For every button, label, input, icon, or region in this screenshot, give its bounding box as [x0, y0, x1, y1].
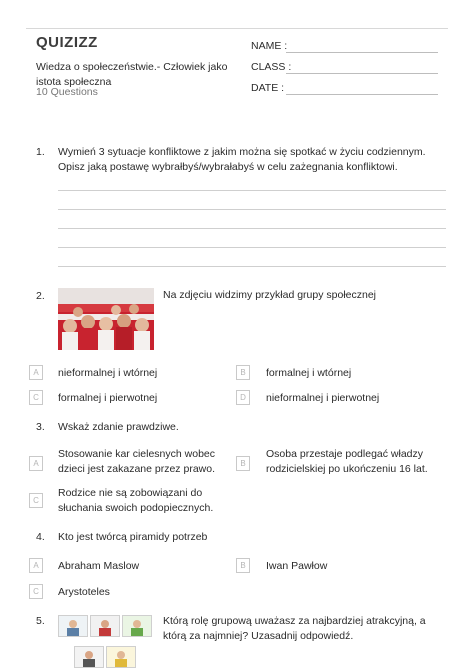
question-1-text: Wymień 3 sytuacje konfliktowe z jakim można się spotkać w życiu codziennym. Opisz jaką postawę wybrałbyś/wybrałabyś w celu zażegnania konfliktowi. [58, 146, 426, 173]
option-c-text[interactable]: Arystoteles [58, 586, 110, 598]
role-thumbnail [90, 615, 120, 637]
answer-line[interactable] [58, 247, 446, 248]
role-thumbnail [122, 615, 152, 637]
question-4-number: 4. [36, 531, 45, 543]
option-b-text[interactable]: Iwan Pawłow [266, 560, 328, 572]
option-b-text[interactable]: Osoba przestaje podlegać władzy rodzicielskiej po ukończeniu 16 lat. [266, 448, 428, 475]
option-a-text[interactable]: Stosowanie kar cielesnych wobec dzieci jest zakazane przez prawo. [58, 448, 215, 475]
option-b-box[interactable]: B [236, 365, 250, 380]
option-b-text[interactable]: formalnej i wtórnej [266, 367, 352, 379]
option-d-text[interactable]: nieformalnej i pierwotnej [266, 392, 380, 404]
option-b-box[interactable]: B [236, 456, 250, 471]
question-2-text: Na zdjęciu widzimy przykład grupy społecznej [163, 289, 377, 301]
role-thumbnail [58, 615, 88, 637]
name-field-line[interactable] [286, 52, 438, 53]
quizizz-logo: QUIZIZZ [36, 34, 98, 51]
question-5-text: Którą rolę grupową uważasz za najbardziej atrakcyjną, a którą za najmniej? Uzasadnij odpowiedź. [163, 615, 426, 642]
class-field-line[interactable] [286, 73, 438, 74]
question-3-number: 3. [36, 421, 45, 433]
date-label: DATE : [251, 82, 285, 94]
answer-line[interactable] [58, 228, 446, 229]
class-label: CLASS : [251, 61, 292, 73]
answer-line[interactable] [58, 209, 446, 210]
option-c-box[interactable]: C [29, 584, 43, 599]
name-label: NAME : [251, 40, 288, 52]
question-4-text: Kto jest twórcą piramidy potrzeb [58, 531, 208, 543]
option-c-text[interactable]: Rodzice nie są zobowiązani do słuchania swoich podopiecznych. [58, 487, 214, 514]
option-c-text[interactable]: formalnej i pierwotnej [58, 392, 158, 404]
question-1-number: 1. [36, 146, 45, 158]
option-a-box[interactable]: A [29, 456, 43, 471]
worksheet-title: Wiedza o społeczeństwie.- Człowiek jako istota społeczna [36, 61, 228, 88]
option-a-box[interactable]: A [29, 365, 43, 380]
option-b-box[interactable]: B [236, 558, 250, 573]
option-c-box[interactable]: C [29, 390, 43, 405]
date-field-line[interactable] [286, 94, 438, 95]
question-2-number: 2. [36, 290, 45, 302]
option-a-text[interactable]: nieformalnej i wtórnej [58, 367, 158, 379]
crowd-photo [58, 288, 154, 350]
option-d-box[interactable]: D [236, 390, 250, 405]
answer-line[interactable] [58, 266, 446, 267]
question-5-number: 5. [36, 615, 45, 627]
option-a-text[interactable]: Abraham Maslow [58, 560, 140, 572]
question-count: 10 Questions [36, 86, 98, 98]
question-3-text: Wskaż zdanie prawdziwe. [58, 421, 179, 433]
role-thumbnail [106, 646, 136, 668]
role-thumbnail [74, 646, 104, 668]
option-c-box[interactable]: C [29, 493, 43, 508]
answer-line[interactable] [58, 190, 446, 191]
option-a-box[interactable]: A [29, 558, 43, 573]
